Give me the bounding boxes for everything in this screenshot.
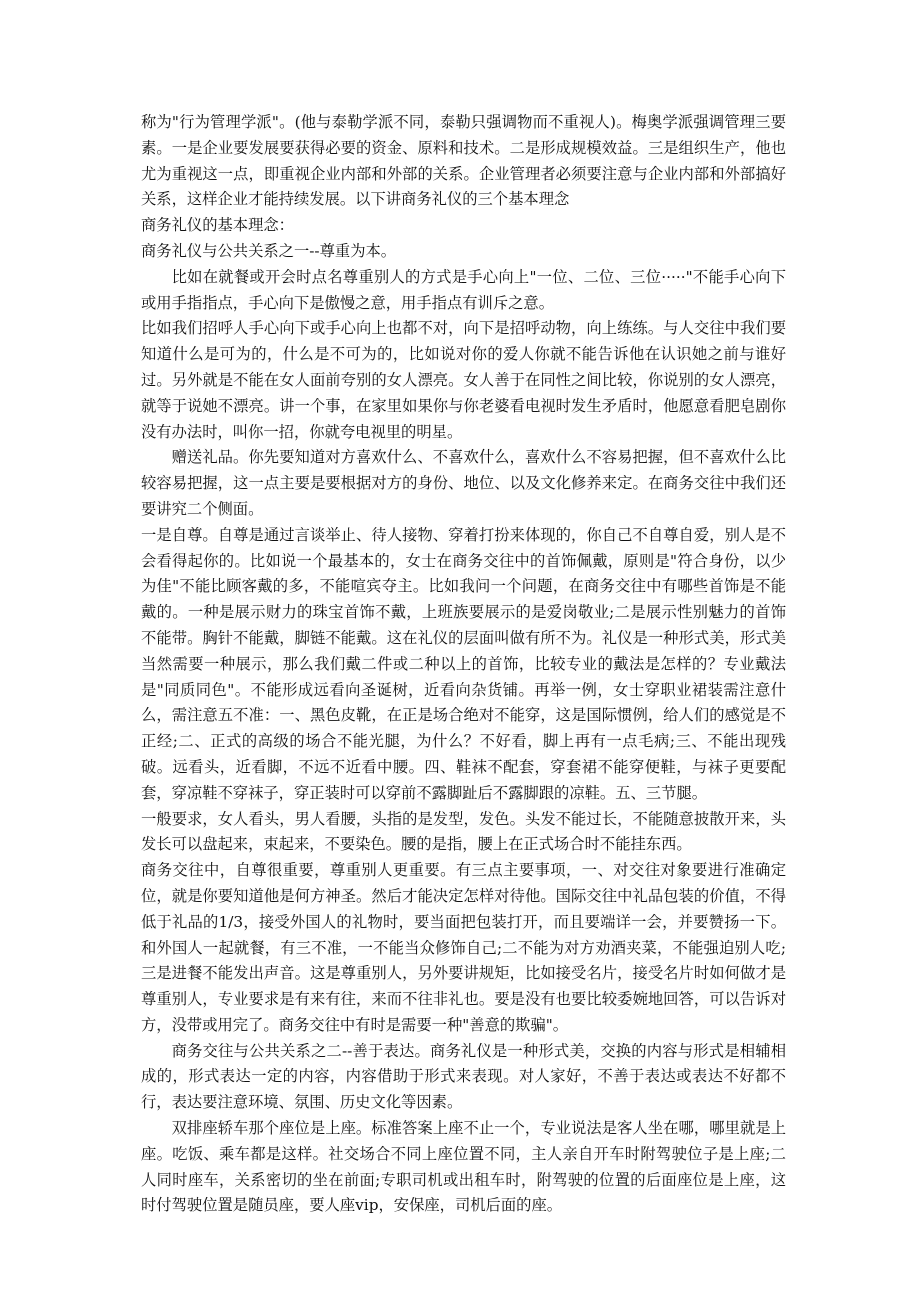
document-page: [141, 110, 786, 1219]
paragraph-general-requirements: 一般要求，女人看头，男人看腰，头指的是发型，发色。头发不能过长，不能随意披散开来，头发长可以盘起来，束起来，不要染色。腰的是指，腰上在正式场合时不能挂东西。: [141, 809, 786, 854]
paragraph-respect-others: 商务交往中，自尊很重要，尊重别人更重要。有三点主要事项，一、对交往对象要进行准确定位，就是你要知道他是何方神圣。然后才能决定怎样对待他。国际交往中礼品包装的价值，不得低于礼品的1/3，接受外国人的礼物时，要当面把包装打开，而且要端详一会，并要赞扬一下。和外国人一起就餐，有三不准，一不能当众修饰自己;二不能为对方劝酒夹菜，不能强迫别人吃;三是进餐不能发出声音。这是尊重别人，另外要讲规矩，比如接受名片，接受名片时如何做才是尊重别人，专业要求是有来有往，来而不往非礼也。要是没有也要比较委婉地回答，可以告诉对方，没带或用完了。商务交往中有时是需要一种"善意的欺骗"。: [141, 861, 786, 1034]
paragraph-gifts: 赠送礼品。你先要知道对方喜欢什么、不喜欢什么，喜欢什么不容易把握，但不喜欢什么比较容易把握，这一点主要是要根据对方的身份、地位、以及文化修养来定。在商务交往中我们还要讲究二个侧面。: [141, 448, 786, 518]
paragraph-behavior-school: 称为"行为管理学派"。(他与泰勒学派不同，泰勒只强调物而不重视人)。梅奥学派强调管理三要素。一是企业要发展要获得必要的资金、原料和技术。二是形成规模效益。三是组织生产，他也尤为重视这一点，即重视企业内部和外部的关系。企业管理者必须要注意与企业内部和外部搞好关系，这样企业才能持续发展。以下讲商务礼仪的三个基本理念: [141, 113, 786, 209]
paragraph-greeting-people: 比如我们招呼人手心向下或手心向上也都不对，向下是招呼动物，向上练练。与人交往中我们要知道什么是可为的，什么是不可为的，比如说对你的爱人你就不能告诉他在认识她之前与谁好过。另外就是不能在女人面前夸别的女人漂亮。女人善于在同性之间比较，你说别的女人漂亮，就等于说她不漂亮。讲一个事，在家里如果你与你老婆看电视时发生矛盾时，他愿意看肥皂剧你没有办法时，叫你一招，你就夸电视里的明星。: [141, 319, 786, 441]
paragraph-respect-heading: 商务礼仪与公共关系之一--尊重为本。: [141, 241, 397, 260]
paragraph-seating: 双排座轿车那个座位是上座。标准答案上座不止一个，专业说法是客人坐在哪，哪里就是上座。吃饭、乘车都是这样。社交场合不同上座位置不同，主人亲自开车时附驾驶位子是上座;二人同时座车，关系密切的坐在前面;专职司机或出租车时，附驾驶的位置的后面座位是上座，这时付驾驶位置是随员座，要人座vip，安保座，司机后面的座。: [141, 1119, 786, 1215]
paragraph-self-respect: 一是自尊。自尊是通过言谈举止、待人接物、穿着打扮来体现的，你自己不自尊自爱，别人是不会看得起你的。比如说一个最基本的，女士在商务交往中的首饰佩戴，原则是"符合身份，以少为佳"不能比顾客戴的多，不能喧宾夺主。比如我问一个问题，在商务交往中有哪些首饰是不能戴的。一种是展示财力的珠宝首饰不戴，上班族要展示的是爱岗敬业;二是展示性别魅力的首饰不能带。胸针不能戴，脚链不能戴。这在礼仪的层面叫做有所不为。礼仪是一种形式美，形式美当然需要一种展示，那么我们戴二件或二种以上的首饰，比较专业的戴法是怎样的？专业戴法是"同质同色"。不能形成远看向圣诞树，近看向杂货铺。再举一例，女士穿职业裙装需注意什么，需注意五不准：一、黑色皮靴，在正是场合绝对不能穿，这是国际惯例，给人们的感觉是不正经;二、正式的高级的场合不能光腿，为什么？不好看，脚上再有一点毛病;三、不能出现残破。远看头，近看脚，不远不近看中腰。四、鞋袜不配套，穿套裙不能穿便鞋，与袜子更要配套，穿凉鞋不穿袜子，穿正装时可以穿前不露脚趾后不露脚跟的凉鞋。五、三节腿。: [141, 525, 786, 802]
paragraph-good-expression: 商务交往与公共关系之二--善于表达。商务礼仪是一种形式美，交换的内容与形式是相辅相成的，形式表达一定的内容，内容借助于形式来表现。对人家好，不善于表达或表达不好都不行，表达要注意环境、氛围、历史文化等因素。: [141, 1041, 786, 1112]
paragraph-palm-up: 比如在就餐或开会时点名尊重别人的方式是手心向上"一位、二位、三位·····"不能手心向下或用手指指点，手心向下是傲慢之意，用手指点有训斥之意。: [141, 267, 786, 312]
paragraph-basic-concepts-heading: 商务礼仪的基本理念：: [141, 216, 294, 235]
